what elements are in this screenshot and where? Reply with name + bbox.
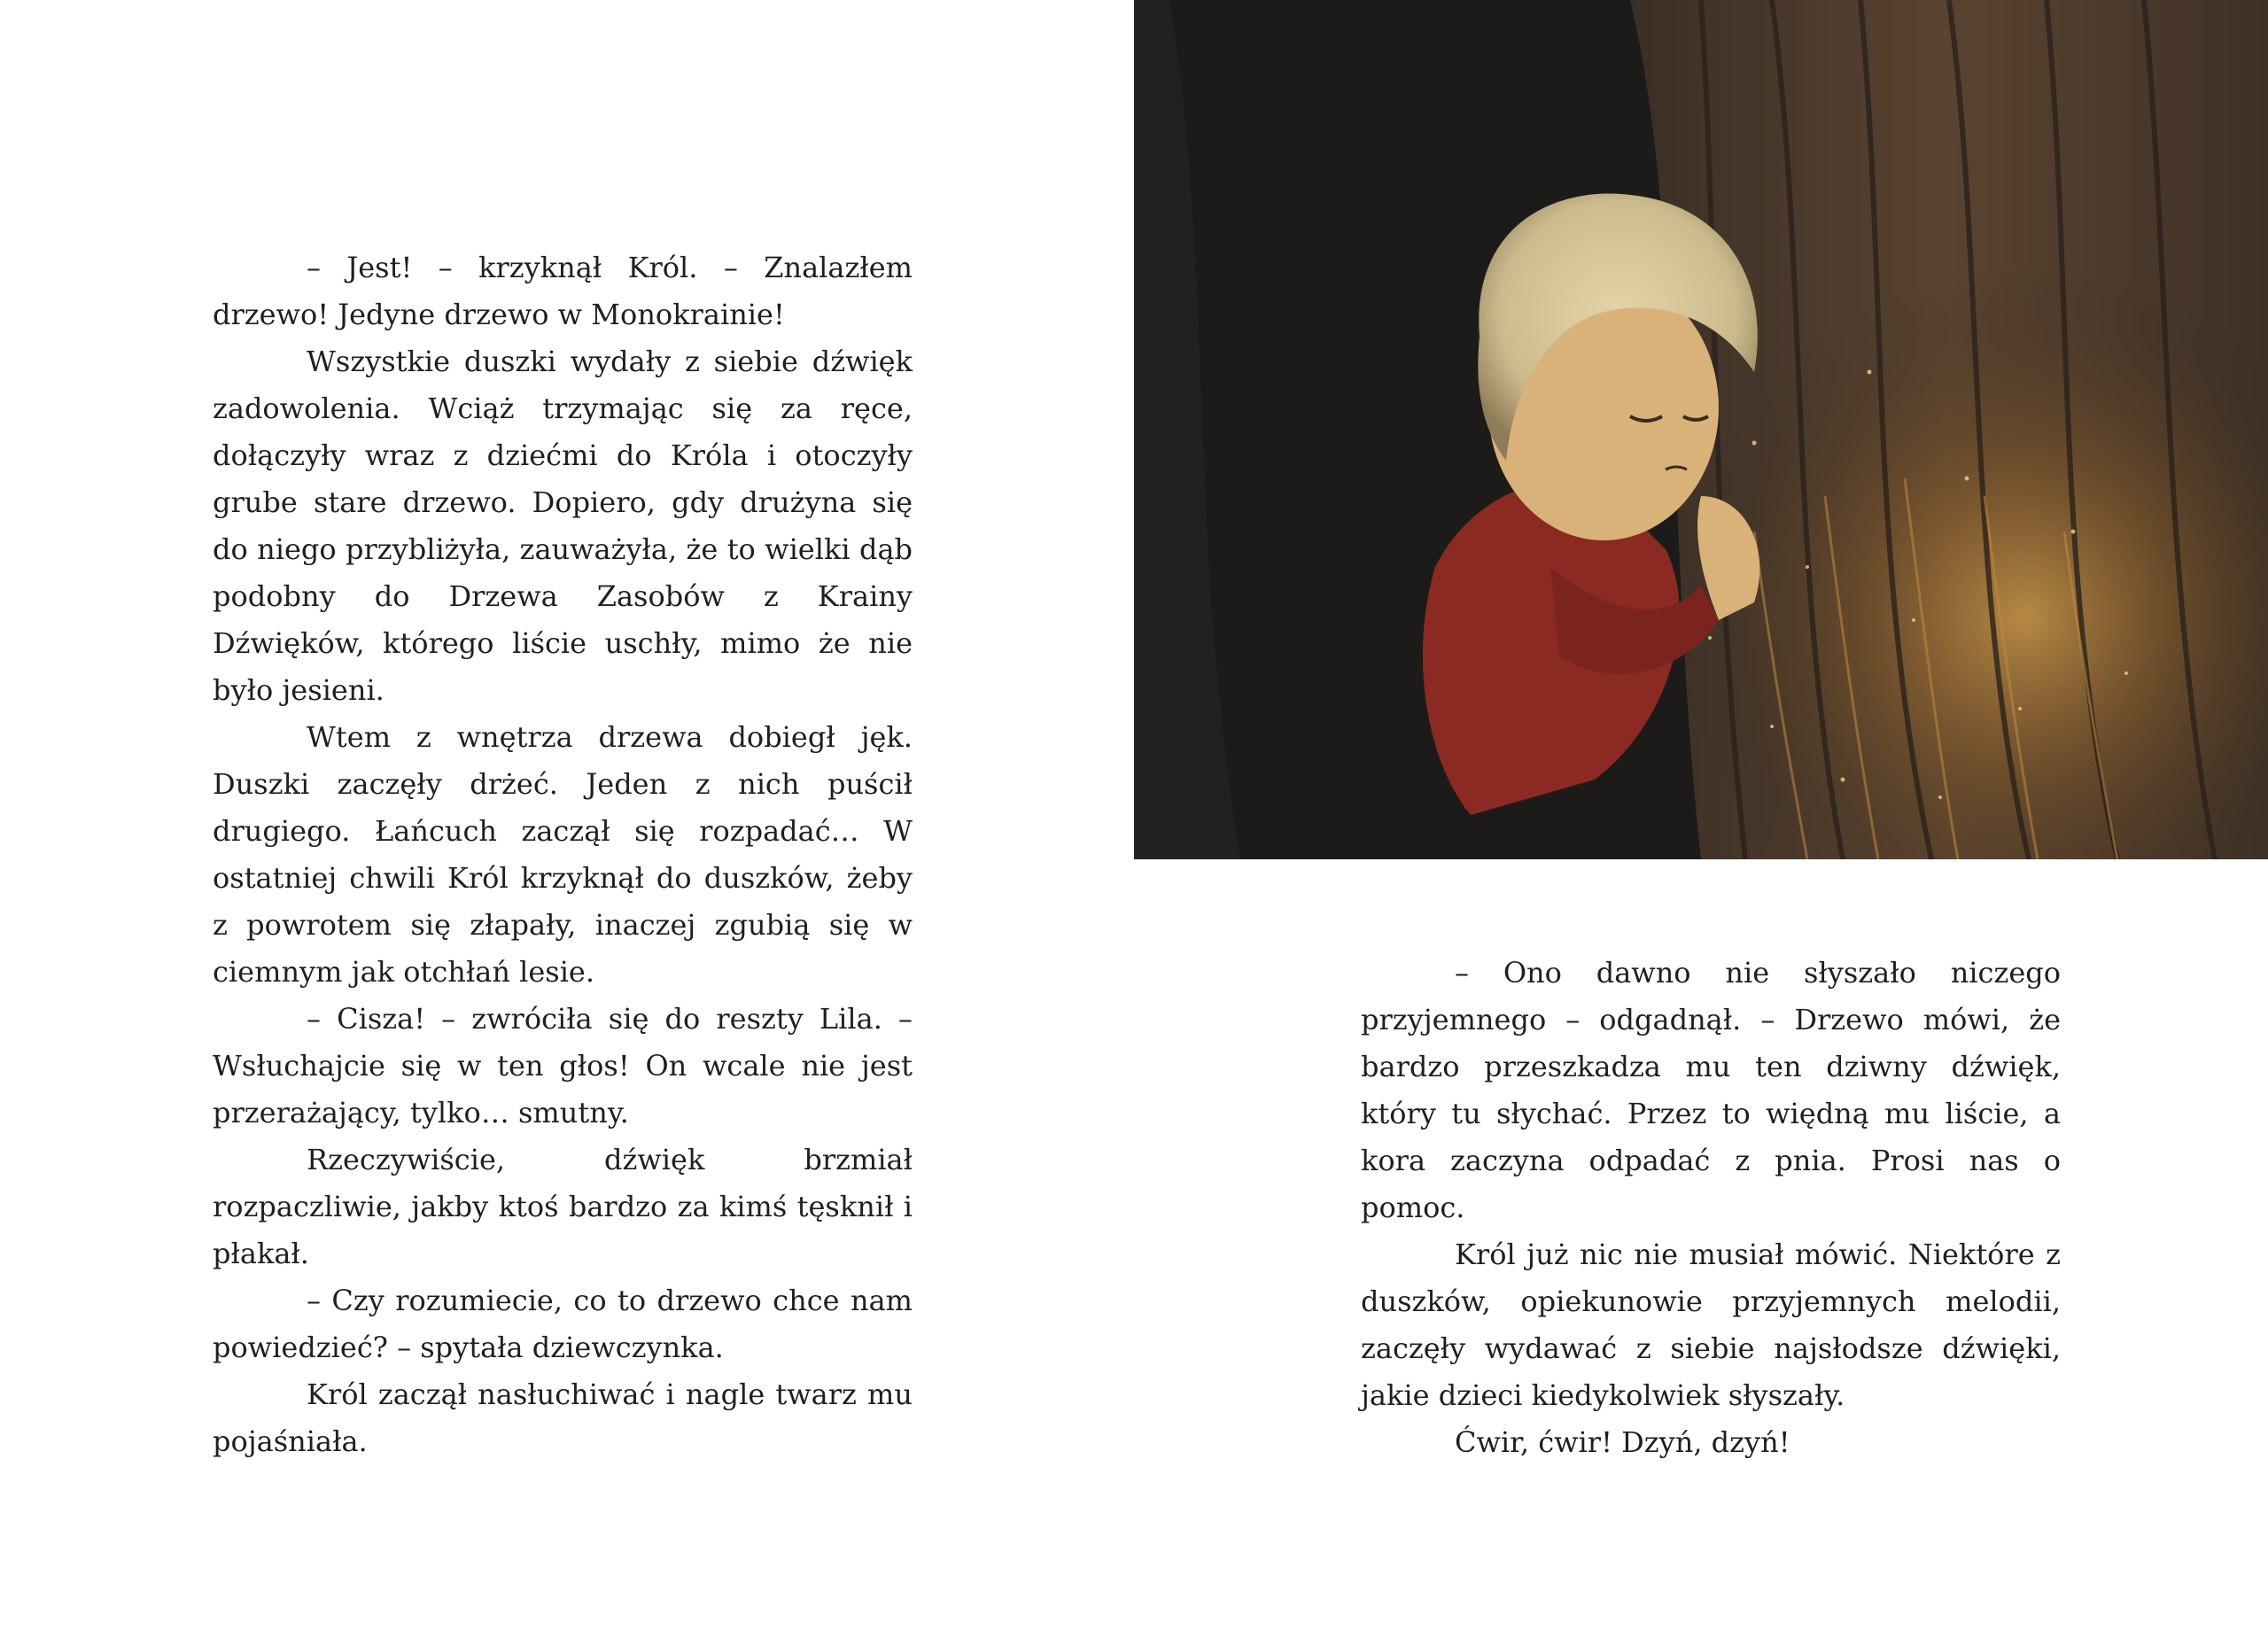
paragraph: Wtem z wnętrza drzewa dobiegł jęk. Duszki zaczęły drżeć. Jeden z nich puścił drugiego. Łańcuch zaczął się rozpadać… W ostatniej chwili Król krzyknął do duszków, żeby z powrotem się złapały, inaczej zgubią się w ciemnym jak otchłań lesie. (213, 720, 913, 989)
paragraph: Rzeczywiście, dźwięk brzmiał rozpaczliwie, jakby ktoś bardzo za kimś tęsknił i płakał. (213, 1143, 913, 1270)
left-page-text (213, 245, 913, 1465)
paragraph: Wszystkie duszki wydały z siebie dźwięk zadowolenia. Wciąż trzymając się za ręce, dołączyły wraz z dziećmi do Króla i otoczyły grube stare drzewo. Dopiero, gdy drużyna się do niego przybliżyła, zauważyła, że to wielki dąb podobny do Drzewa Zasobów z Krainy Dźwięków, którego liście uschły, mimo że nie było jesieni. (213, 345, 913, 707)
right-page-text (1361, 950, 2061, 1466)
paragraph: Ćwir, ćwir! Dzyń, dzyń! (1455, 1425, 1790, 1459)
paragraph: – Jest! – krzyknął Król. – Znalazłem drzewo! Jedyne drzewo w Monokrainie! (213, 251, 913, 331)
paragraph: Król już nic nie musiał mówić. Niektóre z duszków, opiekunowie przyjemnych melodii, zaczęły wydawać z siebie najsłodsze dźwięki, jakie dzieci kiedykolwiek słyszały. (1361, 1238, 2061, 1412)
paragraph: Król zaczął nasłuchiwać i nagle twarz mu pojaśniała. (213, 1378, 913, 1458)
paragraph: – Ono dawno nie słyszało niczego przyjemnego – odgadnął. – Drzewo mówi, że bardzo przeszkadza mu ten dziwny dźwięk, który tu słychać. Przez to więdną mu liście, a kora zaczyna odpadać z pnia. Prosi nas o pomoc. (1361, 956, 2061, 1224)
paragraph: – Cisza! – zwróciła się do reszty Lila. – Wsłuchajcie się w ten głos! On wcale nie jest przerażający, tylko… smutny. (213, 1002, 913, 1130)
paragraph: – Czy rozumiecie, co to drzewo chce nam powiedzieć? – spytała dziewczynka. (213, 1284, 913, 1364)
